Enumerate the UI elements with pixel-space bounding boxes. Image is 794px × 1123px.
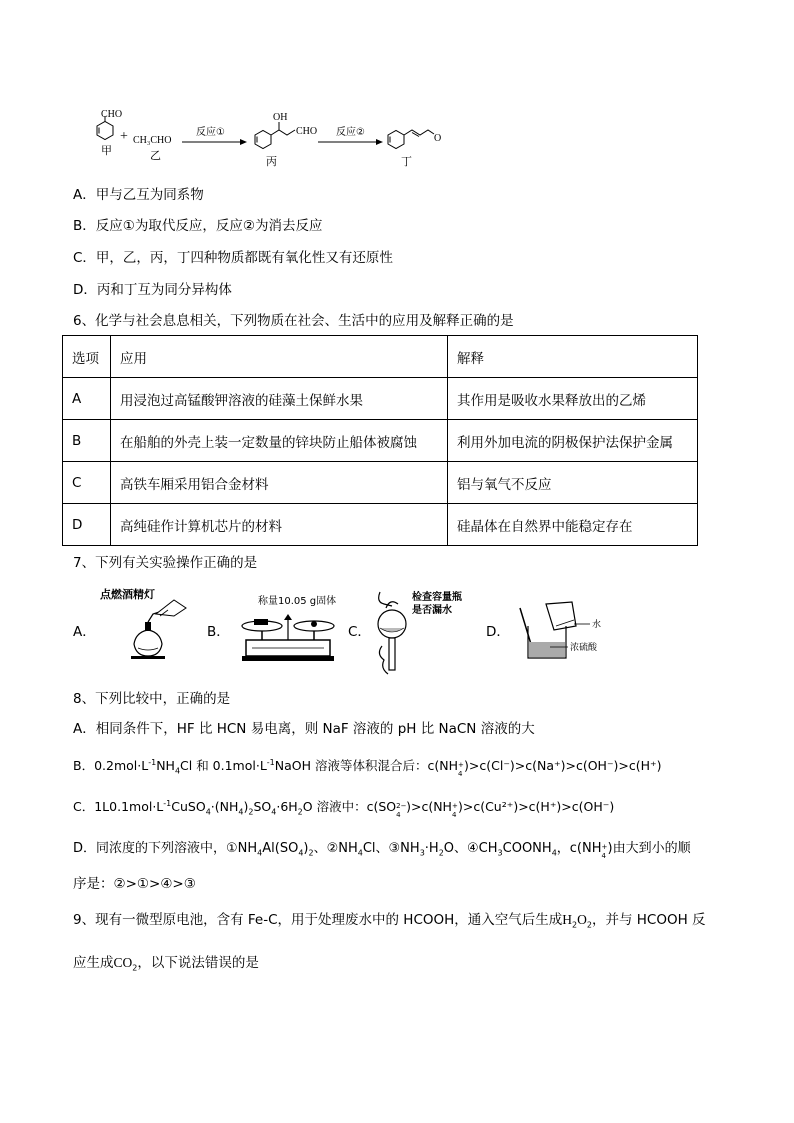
fig-c-label-1: 检查容量瓶 [412, 592, 462, 603]
q9-text: ，并与 HCOOH 反 [591, 912, 706, 928]
q8-option-d-line1: D．同浓度的下列溶液中，$①NH_4Al(SO_4)_2$、$②NH_4Cl$、$③NH_3\cdot H_2O$、$④CH_3COONH_4$，c(NH + 4 )由大到小的顺 [73, 841, 691, 860]
q9-text: H [562, 912, 573, 927]
q8-option-c: C．$1L0.1mol\cdot L^{-1}CuSO_4\cdot(NH_4)_2SO_4\cdot 6H_2O$ 溶液中：c(SO 2− 4 )>c(NH + 4 )>c(Cu²⁺)>c(H⁺)>c(OH⁻) [73, 798, 615, 819]
q9-text: ，以下说法错误的是 [137, 955, 259, 971]
q8-d-text: ，c(NH [556, 841, 602, 856]
q8-b-text: NaOH 溶液等体积混合后：c(NH [274, 758, 459, 773]
q8-c-text: SO [253, 799, 272, 814]
q8-c-text: )>c(NH [406, 799, 452, 814]
q8-d-text: Cl、③NH [362, 841, 420, 856]
fig-c-label-2: 是否漏水 [412, 605, 452, 616]
table-row [63, 462, 698, 504]
q8-d-text: O、④CH [443, 841, 498, 856]
compound-d-structure [388, 130, 434, 149]
alcohol-lamp-figure [98, 586, 194, 670]
q8-c-text: ·6H [276, 799, 298, 814]
q8-b-text: )>c(Cl⁻)>c(Na⁺)>c(OH⁻)>c(H⁺) [464, 758, 662, 773]
arrow2-label: 反应② [336, 127, 365, 138]
q8-d-text: ) [303, 841, 309, 856]
table-cell: 其作用是吸收水果释放出的乙烯 [448, 378, 698, 420]
q8-option-a: A．相同条件下，HF 比 HCN 易电离，则 NaF 溶液的 pH 比 NaCN 溶液的大 [73, 721, 535, 737]
q8-c-text: ·(NH [210, 799, 239, 814]
table-cell: B [63, 420, 111, 462]
q8-b-text: B．0.2mol·L [73, 758, 149, 773]
q5-option-b: B．反应①为取代反应，反应②为消去反应 [73, 218, 323, 234]
table-header-row [63, 336, 698, 378]
table-cell: C [63, 462, 111, 504]
q8-c-text: O 溶液中：c(SO [302, 799, 397, 814]
q9-stem-line1: 9、现有一微型原电池，含有 Fe-C，用于处理废水中的 HCOOH，通入空气后生成$H_2O_2$，并与 HCOOH 反 [73, 912, 706, 930]
q5-option-a: A．甲与乙互为同系物 [73, 187, 204, 203]
table-cell: 用浸泡过高锰酸钾溶液的硅藻土保鲜水果 [111, 378, 448, 420]
reaction-scheme [90, 108, 460, 174]
q8-d-text: )由大到小的顺 [607, 841, 691, 856]
q9-text: 应生成 [73, 955, 114, 971]
table-header-cell: 选项 [63, 336, 111, 378]
q8-b-text: Cl 和 0.1mol·L [180, 758, 267, 773]
compound-c-structure [255, 122, 295, 149]
table-cell: 高纯硅作计算机芯片的材料 [111, 504, 448, 546]
fig-d-label-acid: 浓硫酸 [570, 643, 598, 653]
oh-label: OH [273, 112, 288, 123]
q8-d-text: ·H [424, 841, 439, 856]
q7-letter-a: A． [73, 624, 96, 640]
table-row [63, 420, 698, 462]
table-cell: 利用外加电流的阴极保护法保护金属 [448, 420, 698, 462]
balance-figure [232, 592, 340, 670]
table-cell: A [63, 378, 111, 420]
q5-option-d: D．丙和丁互为同分异构体 [73, 282, 232, 298]
q8-c-text: C．1L0.1mol·L [73, 799, 164, 814]
q9-text: 9、现有一微型原电池，含有 Fe-C，用于处理废水中的 HCOOH，通入空气后生成 [73, 912, 563, 928]
compound-a-name: 甲 [101, 144, 112, 157]
d-o-label: O [434, 133, 442, 144]
q8-option-b: B．$0.2mol\cdot L^{-1}NH_4Cl$ 和 $0.1mol\cdot L^{-1}NaOH$ 溶液等体积混合后：c(NH + 4 )>c(Cl⁻)>c(Na⁺)>c(OH⁻)>c(H⁺) [73, 757, 662, 778]
q8-d-text: COONH [502, 841, 552, 856]
table-cell: 铝与氧气不反应 [448, 462, 698, 504]
q8-c-text: CuSO [171, 799, 206, 814]
dilution-figure [510, 598, 616, 664]
fig-b-label: 称量10.05 g固体 [258, 596, 337, 607]
table-cell: D [63, 504, 111, 546]
arrow1-label: 反应① [196, 127, 225, 138]
q8-option-d-line2: 序是：②>①>④>③ [73, 876, 196, 892]
q5-option-c: C．甲，乙，丙，丁四种物质都既有氧化性又有还原性 [73, 250, 393, 266]
q8-b-text: NH [156, 758, 175, 773]
q8-c-text: ) [243, 799, 249, 814]
table-cell: 高铁车厢采用铝合金材料 [111, 462, 448, 504]
compound-d-name: 丁 [401, 155, 412, 168]
q7-letter-b: B． [207, 624, 230, 640]
fig-d-label-water: 水 [592, 620, 602, 630]
q8-d-text: 、②NH [313, 841, 358, 856]
q9-stem-line2: 应生成$CO_2$，以下说法错误的是 [73, 955, 259, 973]
plus-sign: + [120, 129, 128, 144]
table-cell: 在船舶的外壳上装一定数量的锌块防止船体被腐蚀 [111, 420, 448, 462]
q8-d-text: Al(SO [262, 841, 299, 856]
table-header-cell: 解释 [448, 336, 698, 378]
q8-c-text: )>c(Cu²⁺)>c(H⁺)>c(OH⁻) [457, 799, 615, 814]
c-cho-label: CHO [296, 126, 318, 137]
compound-c-name: 丙 [266, 155, 277, 168]
q7-letter-c: C． [348, 624, 371, 640]
table-row [63, 378, 698, 420]
table-row [63, 504, 698, 546]
q8-d-text: D．同浓度的下列溶液中，①NH [73, 841, 258, 856]
acetaldehyde-formula: CH₃CHO [133, 135, 172, 146]
table-header-cell: 应用 [111, 336, 448, 378]
q6-table [62, 335, 698, 546]
compound-b-name: 乙 [150, 149, 161, 162]
q9-text: CO [113, 955, 133, 970]
q6-stem: 6、化学与社会息息相关，下列物质在社会、生活中的应用及解释正确的是 [73, 313, 514, 329]
volumetric-flask-figure [370, 584, 474, 680]
q7-stem: 7、下列有关实验操作正确的是 [73, 555, 258, 571]
q8-stem: 8、下列比较中，正确的是 [73, 691, 231, 707]
fig-a-label: 点燃酒精灯 [100, 588, 155, 601]
cho-label: CHO [101, 109, 123, 120]
q7-letter-d: D． [486, 624, 510, 640]
table-cell: 硅晶体在自然界中能稳定存在 [448, 504, 698, 546]
